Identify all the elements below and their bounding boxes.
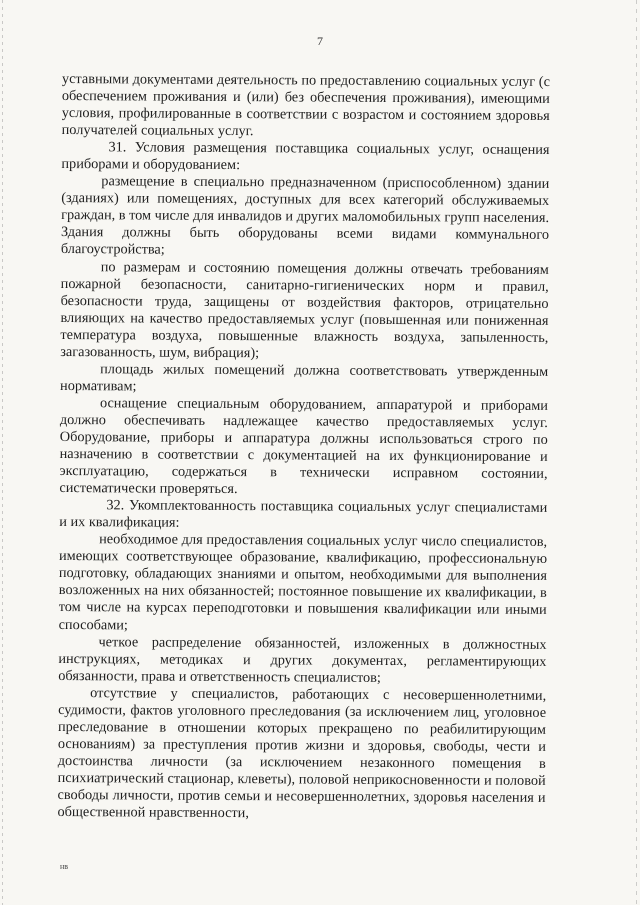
page-number: 7 [317,34,323,48]
paragraph-item-31: 31. Условия размещения поставщика социальных услуг, оснащения приборами и оборудованием: [61,139,550,174]
paragraph-room-requirements: по размерам и состоянию помещения должны отвечать требованиям пожарной безопасности, санитарно-гигиенических норм и правил, безопасности труда, защищены от воздействия факторов, отрицательно влияющих на качество предоставляемых услуг (повышенная или пониженная температура воздуха, повышенные влажность воздуха, запыленность, загазованность, шум, вибрация); [60,258,549,361]
paragraph-duties: четкое распределение обязанностей, изложенных в должностных инструкциях, методиках и других документах, регламентирующих обязанности, права и ответственность специалистов; [58,633,547,686]
paragraph-intro-continuation: уставными документами деятельность по предоставлению социальных услуг (с обеспечением проживания и (или) без обеспечения проживания), имеющими условия, профилированные в соответствии с возрастом и состоянием здоровья получателей социальных услуг. [61,71,550,140]
paragraph-item-32: 32. Укомплектованность поставщика социальных услуг специалистами и их квалификация: [59,497,548,531]
paragraph-no-criminal-record: отсутствие у специалистов, работающих с несовершеннолетними, судимости, фактов уголовного преследования (за исключением лиц, уголовное преследование в отношении которых прекращено по реабилитирующим основаниям) за преступления против жизни и здоровья, свободы, чести и достоинства личности (за исключением незаконного помещения в психиатрический стационар, клеветы), половой неприкосновенности и половой свободы личности, против семьи и несовершеннолетних, здоровья населения и общественной нравственности, [57,684,547,822]
body-text [57,71,550,824]
paragraph-living-area: площадь жилых помещений должна соответствовать утвержденным нормативам; [60,361,549,395]
scan-edge-left [2,0,3,905]
scan-edge-right [636,0,637,905]
paragraph-placement: размещение в специально предназначенном (приспособленном) здании (зданиях) или помещениях, доступных для всех категорий обслуживаемых граждан, в том числе для инвалидов и других маломобильных групп населения. Здания должны быть оборудованы всеми видами коммунального благоустройства; [60,173,550,259]
paragraph-equipment: оснащение специальным оборудованием, аппаратурой и приборами должно обеспечивать надлежащее качество предоставляемых услуг. Оборудование, приборы и аппаратура должны использоваться строго по назначению в соответствии с документацией на их функционирование и эксплуатацию, содержаться в технически исправном состоянии, систематически проверяться. [59,395,549,498]
paragraph-staffing: необходимое для предоставления социальных услуг число специалистов, имеющих соответствующее образование, квалификацию, профессиональную подготовку, обладающих знаниями и опытом, необходимыми для выполнения возложенных на них обязанностей; постоянное повышение их квалификации, в том числе на курсах переподготовки и повышения квалификации или иными способами; [58,531,548,633]
footer-mark: нв [60,862,69,871]
